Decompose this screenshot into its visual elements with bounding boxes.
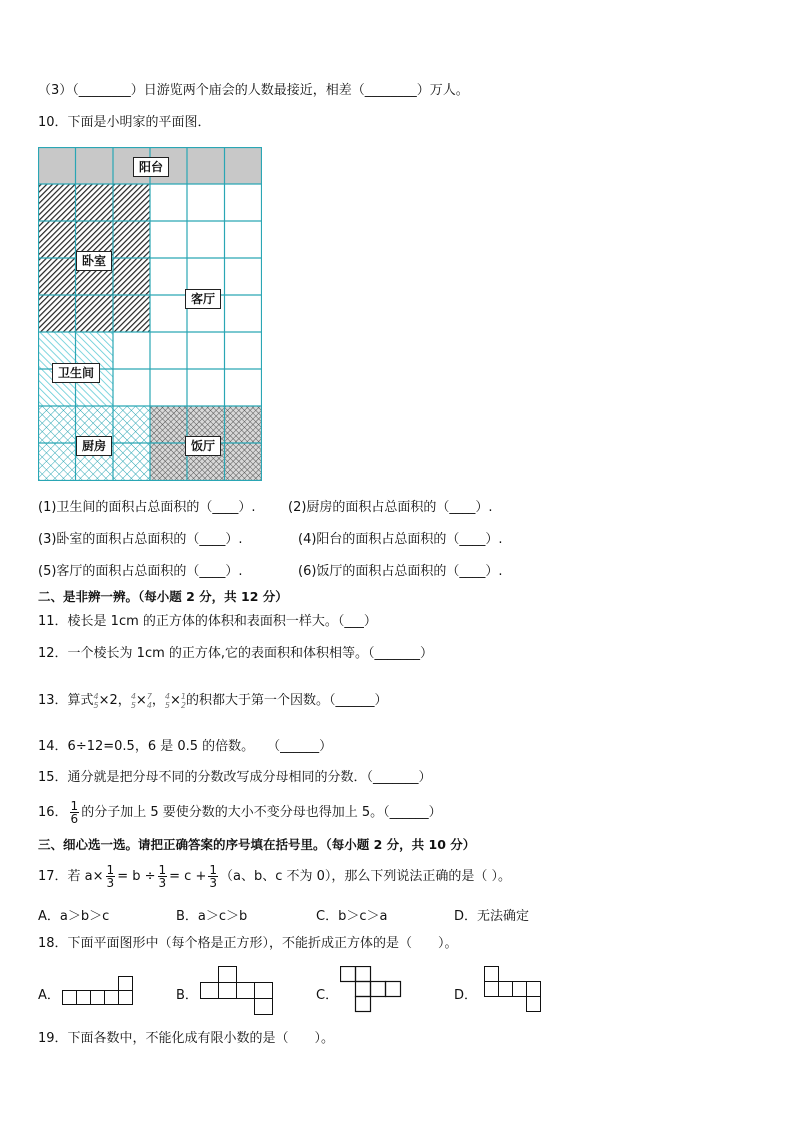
q17-option-d: D．无法确定 (454, 909, 530, 924)
q17: 17．若 a× $\frac{1}{3}$ = b ÷ $\frac{1}{3}$ = c + $\frac{1}{3}$ （a、b、c 不为 0），那么下列说法正确的是（ ）。 (38, 863, 512, 890)
q10-sub6: (6)饭厅的面积占总面积的（____）. (298, 564, 503, 579)
q10-sub3: (3)卧室的面积占总面积的（____）. (38, 532, 243, 547)
q18-net-d (484, 966, 546, 1014)
q13: 13．算式 4 5 ×2， 4 5 × 7 4 ， 4 5 × 1 2 的积都大于第一个因数。（______） (38, 691, 388, 710)
q18-label-d: D． (454, 988, 478, 1003)
bathroom-label: 卫生间 (52, 363, 100, 383)
q10-sub2: (2)厨房的面积占总面积的（____）. (288, 500, 493, 515)
q18-label-b: B． (176, 988, 198, 1003)
q17-option-a: A．a＞b＞c (38, 909, 110, 924)
section3-title: 三、细心选一选。请把正确答案的序号填在括号里。（每小题 2 分，共 10 分） (38, 837, 476, 852)
q18-net-b (200, 966, 276, 1016)
q11: 11．棱长是 1cm 的正方体的体积和表面积一样大。（___） (38, 614, 377, 629)
living-room-label: 客厅 (185, 289, 221, 309)
q15: 15．通分就是把分母不同的分数改写成分母相同的分数．（_______） (38, 770, 432, 785)
q10-sub4: (4)阳台的面积占总面积的（____）. (298, 532, 503, 547)
q12: 12．一个棱长为 1cm 的正方体,它的表面积和体积相等。（_______） (38, 646, 434, 661)
q18-label-c: C． (316, 988, 339, 1003)
section2-title: 二、是非辨一辨。（每小题 2 分，共 12 分） (38, 589, 288, 604)
q9-part3: （3）（________）日游览两个庙会的人数最接近，相差（________）万人。 (38, 83, 469, 98)
q18-net-c (340, 966, 404, 1016)
q18-label-a: A． (38, 988, 60, 1003)
q10-sub1: (1)卫生间的面积占总面积的（____）. (38, 500, 256, 515)
q10-title: 10．下面是小明家的平面图． (38, 115, 211, 130)
q18: 18．下面平面图形中（每个格是正方形），不能折成正方体的是（ ）。 (38, 936, 458, 951)
q18-net-a (62, 975, 136, 1005)
balcony-label: 阳台 (133, 157, 169, 177)
bedroom-label: 卧室 (76, 251, 112, 271)
q17-option-b: B．a＞c＞b (176, 909, 248, 924)
kitchen-label: 厨房 (76, 436, 112, 456)
q19: 19．下面各数中，不能化成有限小数的是（ ）。 (38, 1031, 335, 1046)
q17-option-c: C．b＞c＞a (316, 909, 388, 924)
floor-plan (38, 147, 262, 481)
dining-label: 饭厅 (185, 436, 221, 456)
q16: 16． $\frac{1}{6}$ 的分子加上 5 要使分数的大小不变分母也得加上 5。（______） (38, 799, 442, 826)
q10-sub5: (5)客厅的面积占总面积的（____）. (38, 564, 243, 579)
q14: 14．6÷12=0.5，6 是 0.5 的倍数。 （______） (38, 739, 333, 754)
floor-plan-grid (38, 147, 262, 481)
